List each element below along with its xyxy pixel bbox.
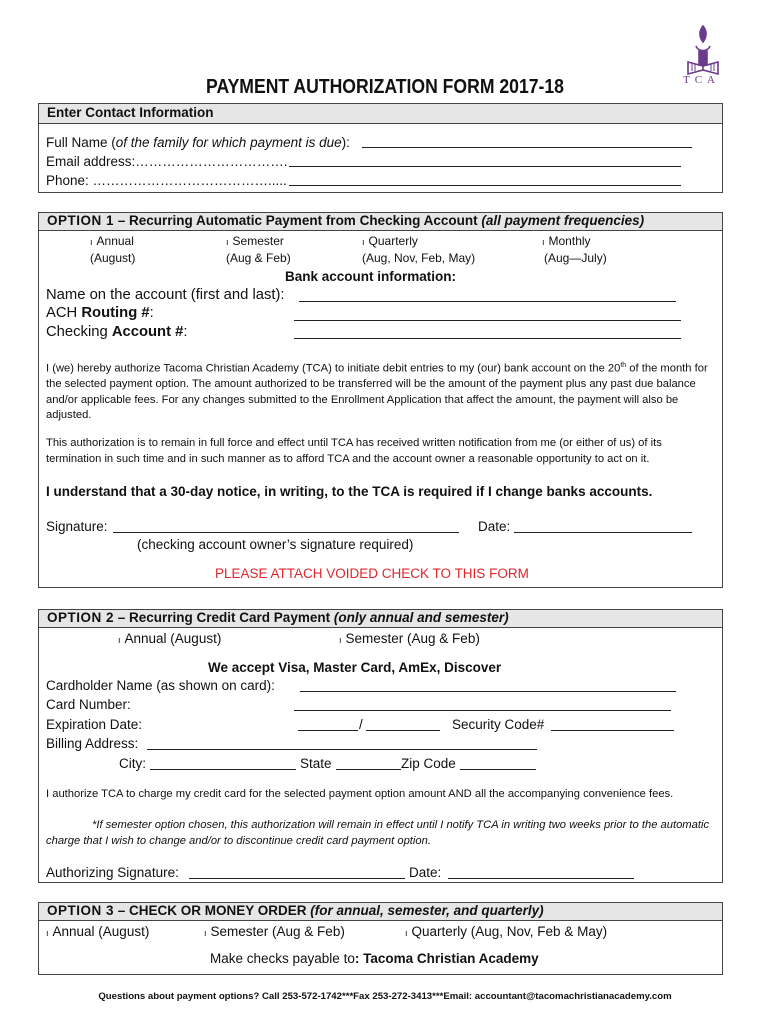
option2-signature-field[interactable] [189,878,405,879]
option2-header-bar [39,610,722,628]
account-name-field[interactable] [299,301,676,302]
city-label: City: [119,756,146,771]
option2-header: OPTION 2 – Recurring Credit Card Payment (only annual and semester) [47,610,509,625]
phone-label: Phone: …………………………………..... [46,173,287,188]
card-number-label: Card Number: [46,697,131,712]
form-title: PAYMENT AUTHORIZATION FORM 2017-18 [206,76,564,98]
expiration-label: Expiration Date: [46,717,143,732]
payable-to: Make checks payable to: Tacoma Christian Academy [210,951,539,966]
option1-notice: I understand that a 30-day notice, in writing, to the TCA is required if I change banks accounts. [46,484,653,499]
routing-field[interactable] [294,320,681,321]
checkbox-icon[interactable]: ı [46,928,49,938]
billing-address-field[interactable] [147,749,537,750]
option2-signature-label: Authorizing Signature: [46,865,179,880]
city-field[interactable] [150,769,296,770]
cardholder-label: Cardholder Name (as shown on card): [46,678,275,693]
option1-date-field[interactable] [514,532,692,533]
option1-header: OPTION 1 – Recurring Automatic Payment from Checking Account (all payment frequencies) [47,213,645,228]
option2-date-label: Date: [409,865,442,880]
expiration-month-field[interactable] [298,730,358,731]
option2-semester-note: *If semester option chosen, this authorization will remain in effect until I notify TCA in writing two weeks prior to the automatic charge that I wish to change and/or to discontinue credit card payment option. [46,819,710,847]
option2-choice-annual[interactable]: ı Annual (August) [118,631,222,646]
contact-header-bar [39,104,722,124]
full-name-field[interactable] [362,147,692,148]
option1-choice-semester-sub: (Aug & Feb) [226,251,291,265]
option1-signature-field[interactable] [113,532,459,533]
option1-choice-monthly-sub: (Aug—July) [544,251,607,265]
checkbox-icon[interactable]: ı [362,237,365,247]
zip-field[interactable] [460,769,536,770]
footer-contact: Questions about payment options? Call 253-572-1742***Fax 253-272-3413***Email: accountant@tacomachristianacademy.com [98,991,672,1002]
option2-date-field[interactable] [448,878,634,879]
option2-auth-text: I authorize TCA to charge my credit card for the selected payment option amount AND all the accompanying convenience fees. [46,788,674,800]
bank-info-heading: Bank account information: [285,269,457,284]
logo-text: TCA [683,74,720,86]
security-code-field[interactable] [551,730,674,731]
security-code-label: Security Code# [452,717,545,732]
billing-address-label: Billing Address: [46,736,139,751]
option1-auth-text: I (we) hereby authorize Tacoma Christian Academy (TCA) to initiate debit entries to my (our) bank account on the 20th of the month for the selected payment option. The amount authorized to be transferred will be the amount of the payment plus any past due balance and/or applicable fees. For any changes submitted to the Enrollment Application that affect the amount, the payment will also be adjusted. [46,362,708,422]
accepted-cards: We accept Visa, Master Card, AmEx, Discover [208,660,502,675]
state-label: State [300,756,332,771]
checkbox-icon[interactable]: ı [226,237,229,247]
account-name-label: Name on the account (first and last): [46,287,285,303]
checkbox-icon[interactable]: ı [542,237,545,247]
cardholder-field[interactable] [300,691,676,692]
card-number-field[interactable] [294,710,671,711]
checkbox-icon[interactable]: ı [90,237,93,247]
option1-choice-annual-sub: (August) [90,251,136,265]
checkbox-icon[interactable]: ı [118,635,121,645]
email-label: Email address:……………………………. [46,154,288,169]
option1-choice-annual[interactable]: ı Annual [90,234,134,248]
checkbox-icon[interactable]: ı [339,635,342,645]
option1-choice-quarterly[interactable]: ı Quarterly [362,234,418,248]
option3-header-bar [39,903,722,921]
phone-field[interactable] [289,185,681,186]
state-field[interactable] [336,769,401,770]
account-number-field[interactable] [294,338,681,339]
option1-signature-note: (checking account owner’s signature required) [137,537,414,552]
option3-choice-annual[interactable]: ı Annual (August) [46,924,150,939]
checkbox-icon[interactable]: ı [405,928,408,938]
option3-choice-quarterly[interactable]: ı Quarterly (Aug, Nov, Feb & May) [405,924,608,939]
expiration-year-field[interactable] [366,730,440,731]
option1-choice-monthly[interactable]: ı Monthly [542,234,591,248]
option1-choice-semester[interactable]: ı Semester [226,234,284,248]
option1-date-label: Date: [478,519,511,534]
option3-choice-semester[interactable]: ı Semester (Aug & Feb) [204,924,345,939]
full-name-label: Full Name (of the family for which payment is due): [46,135,350,150]
option1-auth-text-2: This authorization is to remain in full force and effect until TCA has received written notification from me (or either of us) of its termination in such time and in such manner as to afford TCA and the account owner a reasonable opportunity to act on it. [46,437,662,465]
attach-voided-check-note: PLEASE ATTACH VOIDED CHECK TO THIS FORM [215,566,529,581]
option2-choice-semester[interactable]: ı Semester (Aug & Feb) [339,631,480,646]
email-field[interactable] [289,166,681,167]
expiration-slash: / [359,717,363,732]
account-number-label: Checking Account #: [46,324,188,340]
option3-header: OPTION 3 – CHECK OR MONEY ORDER (for annual, semester, and quarterly) [47,903,544,918]
checkbox-icon[interactable]: ı [204,928,207,938]
option1-signature-label: Signature: [46,519,108,534]
option1-choice-quarterly-sub: (Aug, Nov, Feb, May) [362,251,476,265]
routing-label: ACH Routing #: [46,305,154,321]
zip-label: Zip Code [401,756,456,771]
contact-header: Enter Contact Information [47,105,214,120]
option1-header-bar [39,213,722,231]
